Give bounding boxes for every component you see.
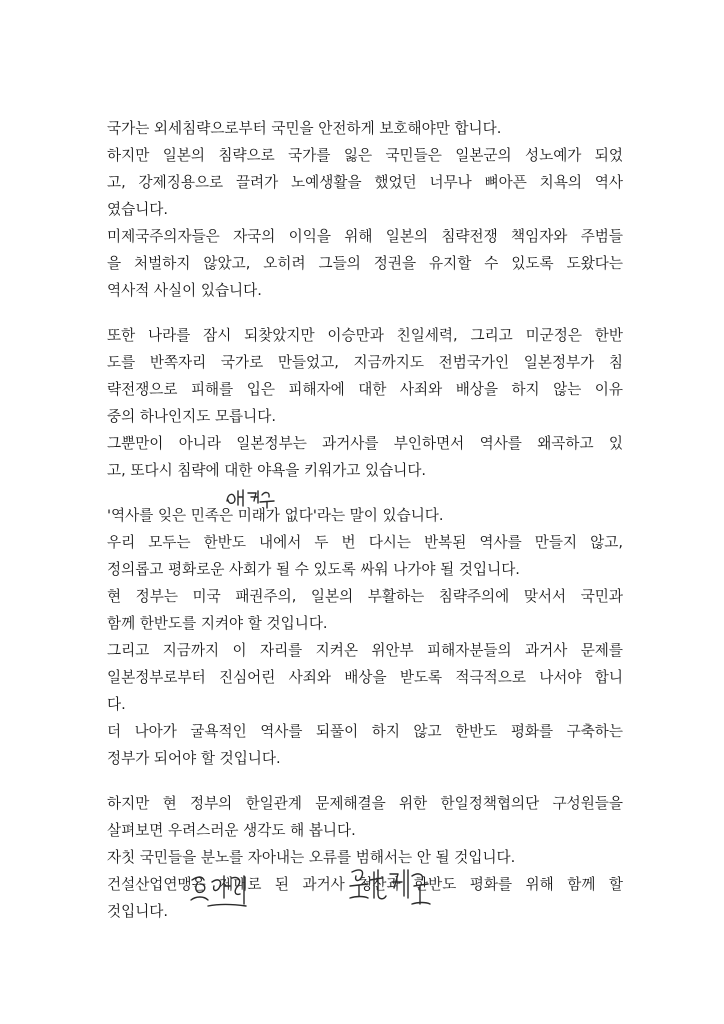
text-line: 중의 하나인지도 모릅니다. bbox=[107, 408, 276, 425]
text-line: 그리고 지금까지 이 자리를 지켜온 위안부 피해자분들의 과거사 문제를 bbox=[107, 642, 623, 659]
text-line: 우리 모두는 한반도 내에서 두 번 다시는 반복된 역사를 만들지 않고, bbox=[107, 534, 623, 551]
text-line: 였습니다. bbox=[107, 201, 169, 218]
text-line: 국가는 외세침략으로부터 국민을 안전하게 보호해야만 합니다. bbox=[107, 120, 502, 137]
signature-2 bbox=[346, 864, 434, 912]
text-line: 미제국주의자들은 자국의 이익을 위해 일본의 침략전쟁 책임자와 주범들 bbox=[107, 228, 623, 245]
text-line: 정의롭고 평화로운 사회가 될 수 있도록 싸워 나가야 될 것입니다. bbox=[107, 561, 520, 578]
text-line: 고, 강제징용으로 끌려가 노예생활을 했었던 너무나 뼈아픈 치욕의 역사 bbox=[107, 174, 623, 191]
handwritten-annotation bbox=[224, 487, 276, 509]
text-line: 일본정부로부터 진심어린 사죄와 배상을 받도록 적극적으로 나서야 합니 bbox=[107, 669, 623, 686]
text-line: 하지만 현 정부의 한일관계 문제해결을 위한 한일정책협의단 구성원들을 bbox=[107, 795, 623, 812]
text-line: 자칫 국민들을 분노를 자아내는 오류를 범해서는 안 될 것입니다. bbox=[107, 849, 516, 866]
text-line: '역사를 잊은 민족은 미래가 없다'라는 말이 있습니다. bbox=[107, 507, 444, 524]
text-line: 다. bbox=[107, 696, 126, 713]
signature-1 bbox=[188, 870, 250, 914]
text-line: 역사적 사실이 있습니다. bbox=[107, 282, 262, 299]
text-line: 건설산업연맹은 제대로 된 과거사 청산과 한반도 평화를 위해 함께 할 bbox=[107, 876, 623, 893]
text-line: 또한 나라를 잠시 되찾았지만 이승만과 친일세력, 그리고 미군정은 한반 bbox=[107, 327, 623, 344]
text-line: 정부가 되어야 할 것입니다. bbox=[107, 750, 281, 767]
text-line: 을 처벌하지 않았고, 오히려 그들의 정권을 유지할 수 있도록 도왔다는 bbox=[107, 255, 623, 272]
text-line: 살펴보면 우려스러운 생각도 해 봅니다. bbox=[107, 822, 356, 839]
text-line: 하지만 일본의 침략으로 국가를 잃은 국민들은 일본군의 성노예가 되었 bbox=[107, 147, 623, 164]
text-line: 함께 한반도를 지켜야 할 것입니다. bbox=[107, 615, 328, 632]
text-line: 략전쟁으로 피해를 입은 피해자에 대한 사죄와 배상을 하지 않는 이유 bbox=[107, 381, 623, 398]
text-line: 현 정부는 미국 패권주의, 일본의 부활하는 침략주의에 맞서서 국민과 bbox=[107, 588, 623, 605]
text-line: 그뿐만이 아니라 일본정부는 과거사를 부인하면서 역사를 왜곡하고 있 bbox=[107, 435, 623, 452]
text-line: 것입니다. bbox=[107, 903, 169, 920]
text-line: 더 나아가 굴욕적인 역사를 되풀이 하지 않고 한반도 평화를 구축하는 bbox=[107, 723, 623, 740]
text-line: 도를 반쪽자리 국가로 만들었고, 지금까지도 전범국가인 일본정부가 침 bbox=[107, 354, 623, 371]
text-line: 고, 또다시 침략에 대한 야욕을 키워가고 있습니다. bbox=[107, 462, 427, 479]
